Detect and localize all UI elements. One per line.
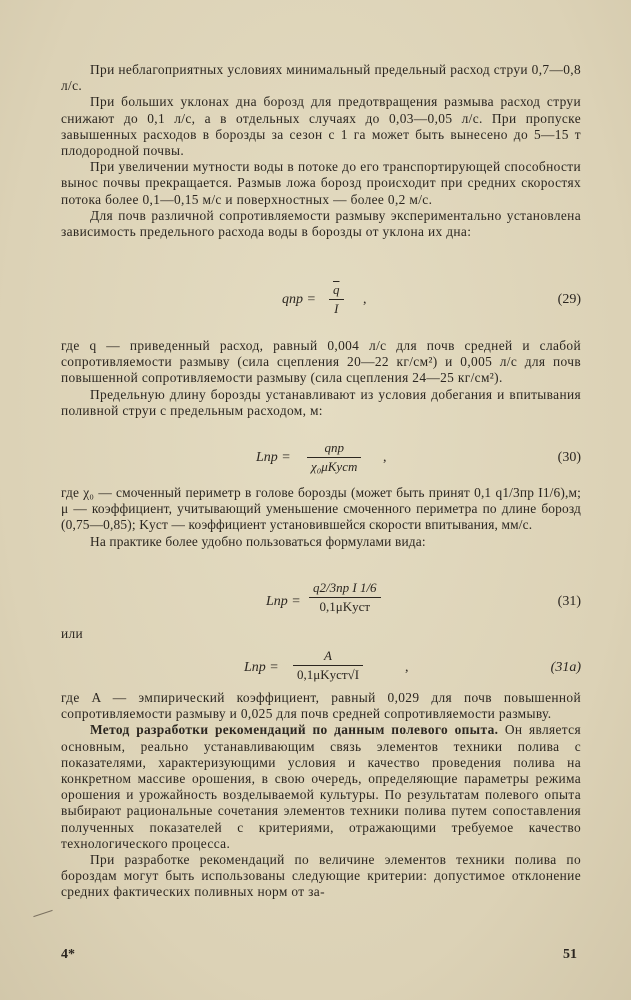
paragraph-wetted-perimeter: где χ₀ — смоченный периметр в голове борозды (может быть принят 0,1 q1/3пр I1/6),м; μ — коэффициент, учитывающий уменьшение смоченного периметра по длине борозд (0,75—0,85); Kуст — коэффициент установившейся скорости впитывания, мм/с. — [61, 485, 581, 533]
paragraph-method — [61, 722, 581, 852]
formula-30-denominator: χ₀μKуст — [311, 459, 358, 474]
text-block-1 — [61, 62, 581, 240]
formula-29-numerator: $\overline{q}$ — [333, 282, 340, 297]
text-block-4 — [61, 690, 581, 901]
formula-29-denominator: I — [334, 301, 339, 316]
paragraph-limit-length: Предельную длину борозды устанавливают из условия добегания и впитывания поливной струи с предельным расходом, м: — [61, 386, 581, 418]
formula-30-fraction — [307, 440, 361, 475]
formula-31-numerator: q2/3пр I 1/6 — [313, 580, 377, 595]
margin-pencil-mark — [33, 910, 52, 917]
formula-31a-lhs: Lпр = — [244, 660, 279, 675]
method-heading: Метод разработки рекомендаций по данным полевого опыта. — [90, 722, 499, 738]
page-number: 51 — [563, 947, 577, 962]
formula-30-number: (30) — [557, 450, 581, 465]
paragraph-practice: На практике более удобно пользоваться формулами вида: — [90, 533, 426, 549]
formula-31a-number: (31a) — [550, 660, 581, 675]
formula-29-fraction — [329, 282, 344, 317]
formula-31-denominator: 0,1μKуст — [319, 599, 371, 614]
formula-31a-fraction — [293, 648, 363, 683]
text-block-3 — [61, 485, 581, 550]
formula-31a — [61, 648, 581, 688]
formula-29-number: (29) — [557, 292, 581, 307]
paragraph-steep-slopes: При больших уклонах дна борозд для предотвращения размыва расход струи снижают до 0,1 л/с, а в отдельных случаях до 0,03—0,05 л/с. При пропуске завышенных расходов в борозды за сезон с 1 га может быть вынесено до 5—15 т плодородной почвы. — [61, 94, 581, 159]
text-block-or — [61, 626, 581, 642]
formula-29 — [61, 282, 581, 322]
text-block-2 — [61, 338, 581, 419]
paragraph-turbidity: При увеличении мутности воды в потоке до его транспортирующей способности вынос почвы прекращается. Размыв ложа борозд происходит при средних скоростях потока более 0,1—0,15 м/с и поверхностных — более 0,2 м/с. — [61, 159, 581, 207]
formula-29-tail: , — [363, 292, 367, 307]
formula-31 — [61, 580, 581, 620]
method-body: Он является основным, реально устанавливающим связь элементов техники полива с показателями, характеризующими условия и качество проведения полива на конкретном массиве орошения, в свою очередь, определяющие параметры режима орошения и урожайность возделываемой культуры. По результатам полевого опыта выбирают рациональные сочетания элементов техники полива путем сопоставления полученных показателей с критериями, отражающими требуемое качество технологического процесса. — [61, 722, 581, 851]
paragraph-min-flow: При неблагоприятных условиях минимальный предельный расход струи 0,7—0,8 л/с. — [61, 62, 581, 94]
formula-31-number: (31) — [557, 594, 581, 609]
formula-30 — [61, 440, 581, 480]
formula-30-numerator: qпр — [324, 440, 344, 455]
paragraph-dependency: Для почв различной сопротивляемости размыву экспериментально установлена зависимость предельного расхода воды в борозды от уклона их дна: — [61, 207, 581, 240]
formula-29-lhs: qпр = — [282, 292, 316, 307]
paragraph-reduced-flow: где q — приведенный расход, равный 0,004 л/с для почв средней и слабой сопротивляемости размыву (сила сцепления 20—22 кг/см²) и 0,005 л/с для почв повышенной сопротивляемости размыву (сила сцепления 24—25 кг/см²). — [61, 338, 581, 386]
signature-mark: 4* — [61, 947, 75, 962]
formula-30-tail: , — [383, 450, 387, 465]
formula-30-lhs: Lпр = — [256, 450, 291, 465]
paragraph-or: или — [61, 626, 84, 641]
formula-31a-denominator: 0,1μKуст√I — [297, 667, 360, 682]
formula-31a-numerator: A — [324, 648, 332, 663]
formula-31-lhs: Lпр = — [266, 594, 301, 609]
formula-31a-tail: , — [405, 660, 409, 675]
paragraph-criteria: При разработке рекомендаций по величине элементов техники полива по бороздам могут быть использованы следующие критерии: допустимое отклонение средних фактических поливных норм от за- — [61, 852, 581, 900]
formula-31-fraction — [309, 580, 381, 615]
paragraph-empirical: где A — эмпирический коэффициент, равный 0,029 для почв повышенной сопротивляемости размыву и 0,025 для почв средней сопротивляемости размыву. — [61, 690, 581, 722]
